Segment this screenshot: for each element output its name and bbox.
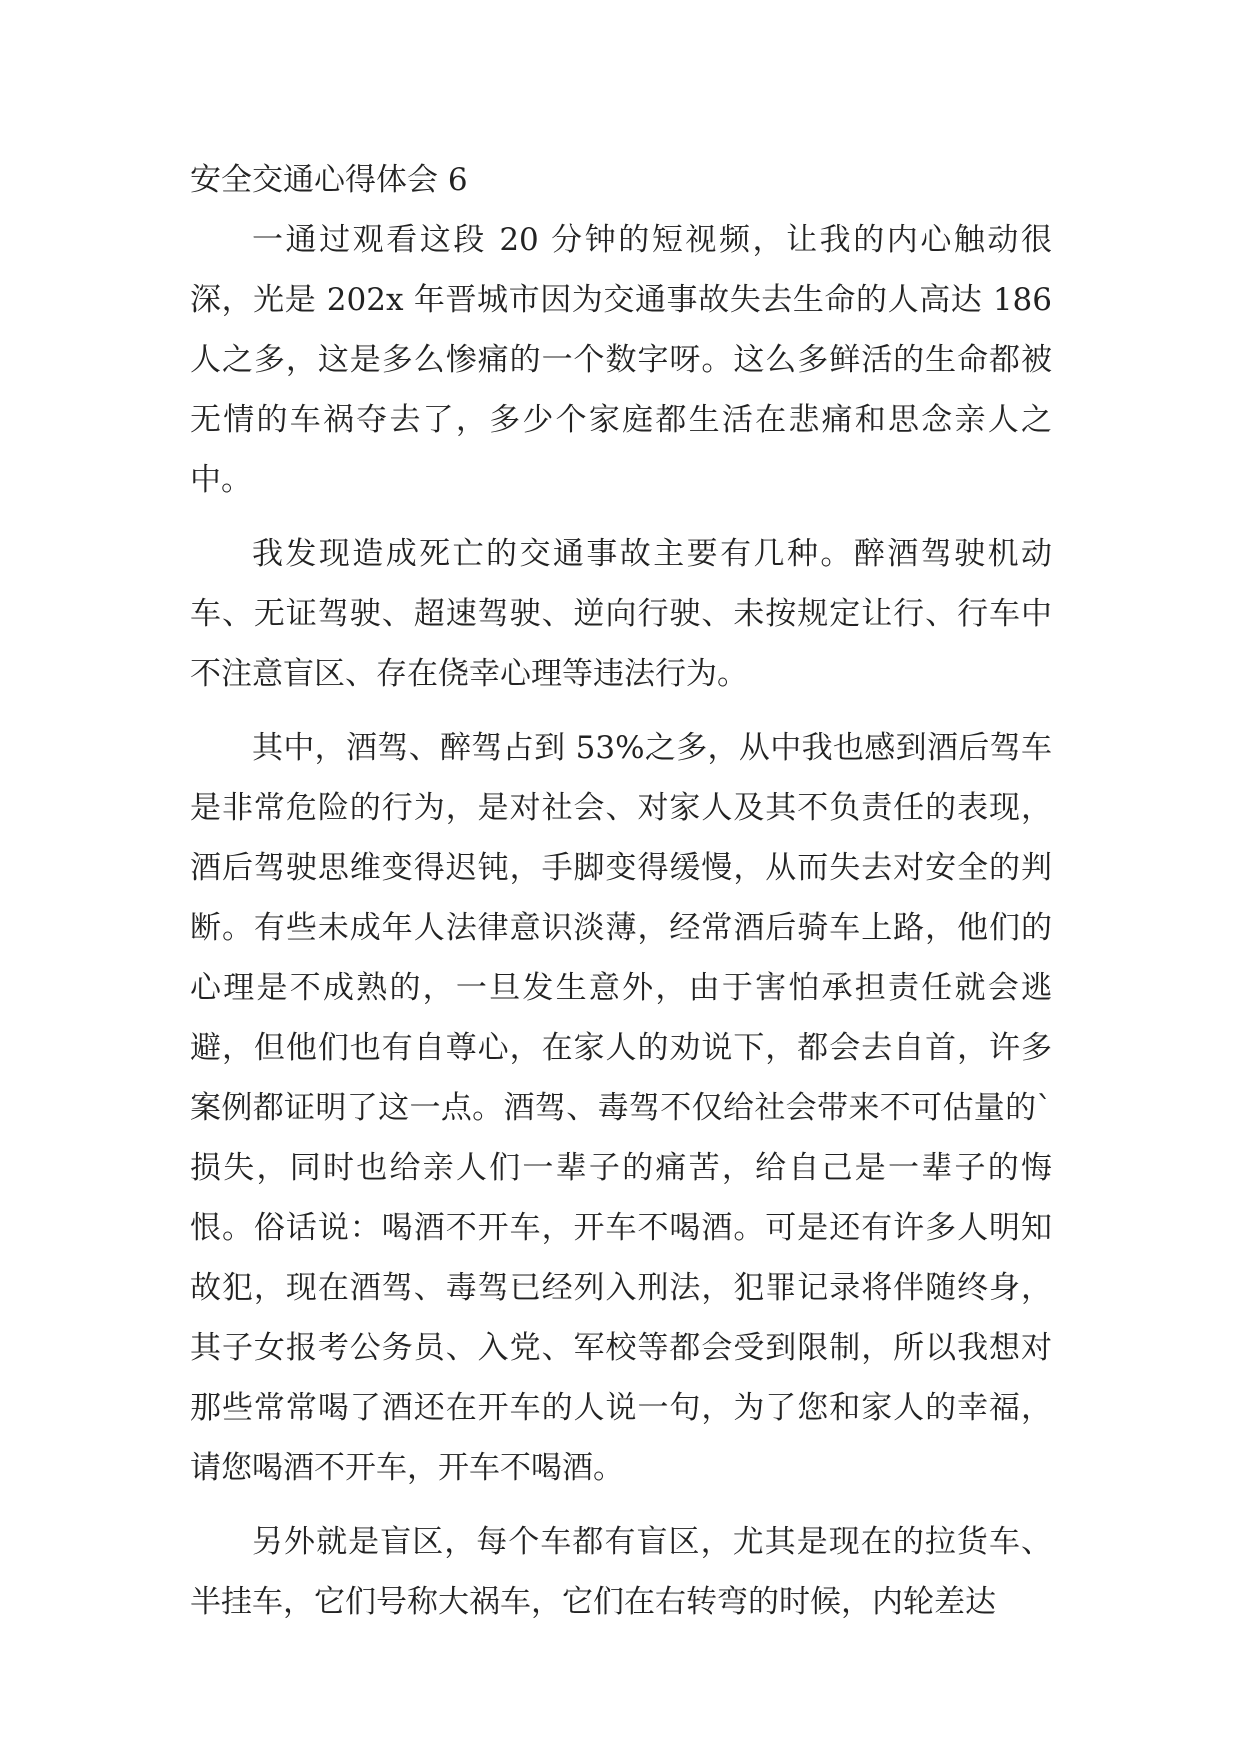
document-page — [190, 150, 1052, 1646]
paragraph-3: 其中，酒驾、醉驾占到 53%之多，从中我也感到酒后驾车是非常危险的行为，是对社会、对家人及其不负责任的表现，酒后驾驶思维变得迟钝，手脚变得缓慢，从而失去对安全的判断。有些未成年人法律意识淡薄，经常酒后骑车上路，他们的心理是不成熟的，一旦发生意外，由于害怕承担责任就会逃避，但他们也有自尊心，在家人的劝说下，都会去自首，许多案例都证明了这一点。酒驾、毒驾不仅给社会带来不可估量的`损失，同时也给亲人们一辈子的痛苦，给自己是一辈子的悔恨。俗话说：喝酒不开车，开车不喝酒。可是还有许多人明知故犯，现在酒驾、毒驾已经列入刑法，犯罪记录将伴随终身，其子女报考公务员、入党、军校等都会受到限制，所以我想对那些常常喝了酒还在开车的人说一句，为了您和家人的幸福，请您喝酒不开车，开车不喝酒。 — [190, 730, 1052, 1486]
document-title: 安全交通心得体会 6 — [190, 162, 468, 198]
paragraph-4: 另外就是盲区，每个车都有盲区，尤其是现在的拉货车、半挂车，它们号称大祸车，它们在右转弯的时候，内轮差达 — [190, 1524, 1052, 1620]
paragraph-1: 一通过观看这段 20 分钟的短视频，让我的内心触动很深，光是 202x 年晋城市因为交通事故失去生命的人高达 186 人之多，这是多么惨痛的一个数字呀。这么多鲜活的生命都被无情的车祸夺去了，多少个家庭都生活在悲痛和思念亲人之中。 — [190, 222, 1052, 498]
paragraph-2: 我发现造成死亡的交通事故主要有几种。醉酒驾驶机动车、无证驾驶、超速驾驶、逆向行驶、未按规定让行、行车中不注意盲区、存在侥幸心理等违法行为。 — [190, 536, 1052, 692]
